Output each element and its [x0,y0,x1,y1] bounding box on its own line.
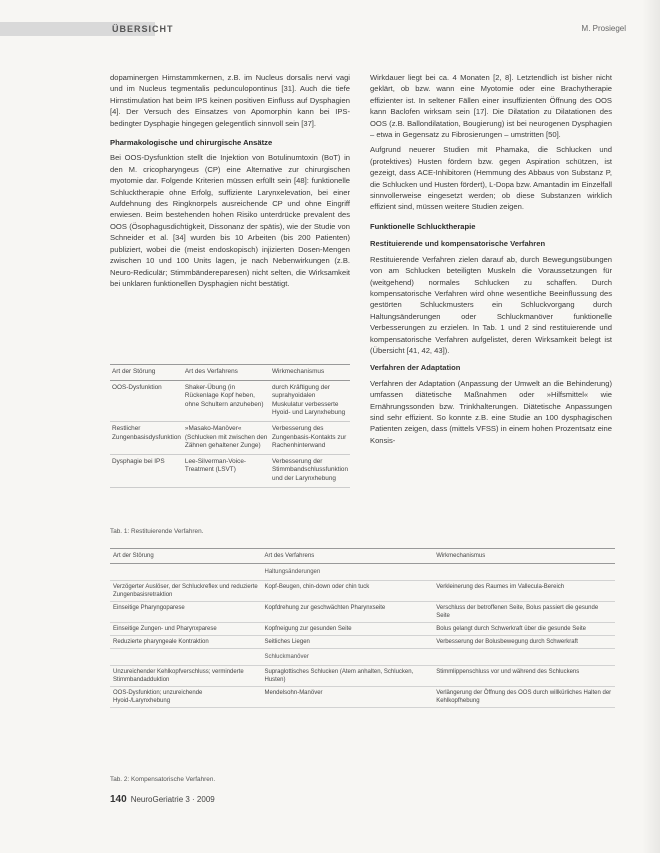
table-group-row [110,649,615,666]
table-cell: Verschluss der betroffenen Seite, Bolus passiert die gesunde Seite [433,602,615,623]
journal-name: NeuroGeriatrie 3 · 2009 [130,795,215,804]
table-row [110,454,350,487]
page-number: 140 [110,794,127,805]
table-caption: Tab. 1: Restituierende Verfahren. [110,528,204,535]
table-cell: Kopfdrehung zur geschwächten Pharynxseite [262,602,434,623]
table-kompensatorische-verfahren [110,548,615,708]
section-title: ÜBERSICHT [112,24,174,34]
table-row [110,666,615,687]
table-cell: Lee-Silverman-Voice-Treatment (LSVT) [183,454,270,487]
section-heading: Pharmakologische und chirurgische Ansätze [110,138,273,148]
section-heading: Funktionelle Schlucktherapie [370,221,476,231]
table-cell: Seitliches Liegen [262,636,434,649]
table-cell: Verbesserung der Bolusbewegung durch Schwerkraft [433,636,615,649]
table-cell: Verlängerung der Öffnung des OOS durch willkürliches Halten der Kehlkopfhebung [433,687,615,708]
table-cell: Einseitige Zungen- und Pharynxparese [110,623,262,636]
table-cell: Supraglottisches Schlucken (Atem anhalten, Schlucken, Husten) [262,666,434,687]
subsection-heading: Verfahren der Adaptation [370,363,461,373]
table-row [110,581,615,602]
table-header-cell: Wirkmechanismus [433,549,615,564]
table-cell: OOS-Dysfunktion; unzureichende Hyoid-/Larynxhebung [110,687,262,708]
table-row [110,421,350,454]
table-header-row [110,365,350,381]
paragraph: Bei OOS-Dysfunktion stellt die Injektion von Botulinumtoxin (BoT) in den M. cricopharyngeus (CP) eine Alternative zur chirurgischen myotomie dar. Folgende Kriterien müssen erfüllt sein [48]: funktionelle Schlucktherapie ohne Erfolg, suffiziente Larynxelevation, bei einer Aufdehnung des Ringknorpels ausreichende CP und ohne Eingriff erwiesen. Beim bestehenden hohen Risiko unterdrücke prevalent des OOS (Ösophagusdichtigkeit, Dissonanz der spätis), wie der Studie von Schneider et al. [34] wurden bis 10 Arbeiten (bis 200 Patienten) publiziert, wobei die (meist endoskopisch) injizierten Dosen-Mengen zwischen 10 und 100 Units lagen, je nach Nebenwirkungen (z.B. Neuro-Rediculär; Stimmbändereparesen) nicht selten, die Wirksamkeit bei unklaren funktionellen Dysphagien nicht bestätigt. [110,153,350,288]
table-row [110,602,615,623]
table-cell: Shaker-Übung (in Rückenlage Kopf heben, ohne Schultern anzuheben) [183,380,270,421]
table-cell: Einseitige Pharyngoparese [110,602,262,623]
table-header-cell: Wirkmechanismus [270,365,350,381]
table-cell: Bolus gelangt durch Schwerkraft über die gesunde Seite [433,623,615,636]
table-cell: Verbesserung der Stimmbandschlussfunktion und der Larynxhebung [270,454,350,487]
table-cell: Kopf-Beugen, chin-down oder chin tuck [262,581,434,602]
table-restituierende-verfahren [110,364,350,488]
paragraph: dopaminergen Hirnstammkernen, z.B. im Nucleus dorsalis nervi vagi und im Nucleus tegmentalis pedunculopontinus [31]. Auch die tiefe Hirnstimulation hat beim IPS keinen positiven Einfluss auf Dysphagien [4]. Der Versuch des Einsatzes von Apomorphin kann bei IPS-bedingter Dysphagie hingegen gelegentlich sinnvoll sein [37]. [110,73,350,128]
table-cell: Mendelsohn-Manöver [262,687,434,708]
paragraph: Wirkdauer liegt bei ca. 4 Monaten [2, 8]. Letztendlich ist bisher nicht geklärt, ob bzw. wann eine Myotomie oder eine Brachytherapie effizienter ist. In seltener Fällen einer insuffizienten Öffnung des OOS kann Baclofen wirksam sein [17]. Die Dilatation zu Dilatationen des OOS (z.B. Ballondilatation, Bougierung) ist bei neurogenen Dysphagien – etwa in Gegensatz zu Fibrosierungen – umstritten [50]. [370,73,612,140]
paragraph: Verfahren der Adaptation (Anpassung der Umwelt an die Behinderung) umfassen diätetische Maßnahmen oder »Hilfsmittel« wie Ernährungssonden bzw. Trinkhalterungen. Diätetische Anpassungen sind sehr effizient. So konnte z.B. eine Studie an 100 dysphagischen Patienten zeigen, dass (mittels VFSS) in einem hohen Prozentsatz eine Konsis- [370,378,612,445]
running-author: M. Prosiegel [581,24,626,33]
paragraph: Restituierende Verfahren zielen darauf ab, durch Bewegungsübungen von am Schlucken beteiligten Muskeln die Voraussetzungen für (weitgehend) normales Schlucken zu schaffen. Durch kompensatorische Verfahren wird ohne wesentliche Beeinflussung des gestörten Schluckmusters ein Schluckvorgang durch Haltungsänderungen oder Schluckmanöver funktionelle Verbesserungen zu erzielen. In Tab. 1 und 2 sind restituierende und kompensatorische Verfahren aufgelistet, deren Wirksamkeit belegt ist (Übersicht [41, 42, 43]). [370,254,612,355]
table-header-cell: Art des Verfahrens [183,365,270,381]
table-group-label: Schluckmanöver [262,649,616,666]
table-caption: Tab. 2: Kompensatorische Verfahren. [110,776,216,783]
subsection-heading: Restituierende und kompensatorische Verfahren [370,239,546,249]
table-cell: Restlicher Zungenbasisdysfunktion [110,421,183,454]
paragraph: Aufgrund neuerer Studien mit Phamaka, die Schlucken und (protektives) Husten fördern bzw. gegen Aspiration schützen, ist gezeigt, dass ACE-Inhibitoren (Hemmung des Abbaus von Substanz P, die Schlucken und Husten fördert), L-Dopa bzw. Amantadin im Einzelfall sinnvollerweise eingesetzt werden; ob diese Substanzen wirklich effizient sind, müssen weitere Studien zeigen. [370,145,612,212]
table-header-cell: Art des Verfahrens [262,549,434,564]
table-cell: Unzureichender Kehlkopfverschluss; verminderte Stimmbandadduktion [110,666,262,687]
table-cell: »Masako-Manöver« (Schlucken mit zwischen den Zähnen gehaltener Zunge) [183,421,270,454]
table-cell: Kopfneigung zur gesunden Seite [262,623,434,636]
left-column [110,72,350,293]
table-cell: durch Kräftigung der suprahyoidalen Muskulatur verbesserte Hyoid- und Larynxhebung [270,380,350,421]
table-cell: OOS-Dysfunktion [110,380,183,421]
table-group-label: Haltungsänderungen [262,564,616,581]
table-group-row [110,564,615,581]
right-column [370,72,612,450]
table-row [110,623,615,636]
table-row [110,380,350,421]
table-cell: Reduzierte pharyngeale Kontraktion [110,636,262,649]
table-cell: Verkleinerung des Raumes im Vallecula-Bereich [433,581,615,602]
table-header-cell: Art der Störung [110,365,183,381]
page-edge-shadow [642,0,660,853]
table-cell: Dysphagie bei IPS [110,454,183,487]
page-footer [110,794,215,805]
table-cell: Verbesserung des Zungenbasis-Kontakts zur Rachenhinterwand [270,421,350,454]
table-row [110,687,615,708]
table-cell: Stimmlippenschluss vor und während des Schluckens [433,666,615,687]
table-header-row [110,549,615,564]
table-row [110,636,615,649]
table-cell: Verzögerter Auslöser, der Schluckreflex und reduzierte Zungenbasisretraktion [110,581,262,602]
table-header-cell: Art der Störung [110,549,262,564]
